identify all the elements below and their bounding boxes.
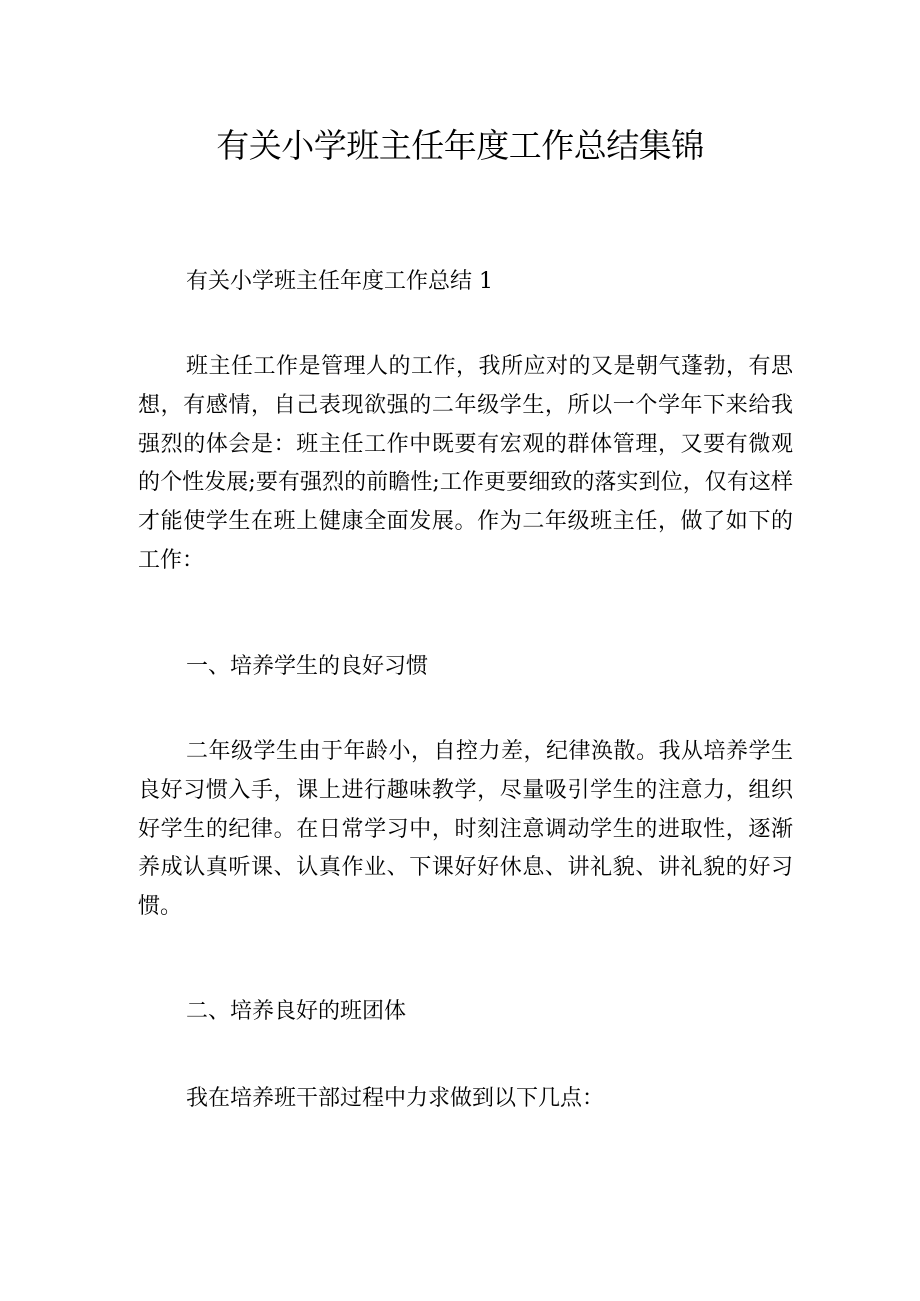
paragraph-good-habits: 二年级学生由于年龄小，自控力差，纪律涣散。我从培养学生良好习惯入手，课上进行趣味教学，尽量吸引学生的注意力，组织好学生的纪律。在日常学习中，时刻注意调动学生的进取性，逐渐养成认真听课、认真作业、下课好好休息、讲礼貌、讲礼貌的好习惯。 (138, 739, 793, 920)
heading-class-group: 二、培养良好的班团体 (186, 999, 407, 1024)
section-title: 有关小学班主任年度工作总结 1 (186, 269, 493, 294)
paragraph-class-cadre: 我在培养班干部过程中力求做到以下几点： (186, 1086, 605, 1111)
paragraph-intro: 班主任工作是管理人的工作，我所应对的又是朝气蓬勃，有思想，有感情，自己表现欲强的二年级学生，所以一个学年下来给我强烈的体会是：班主任工作中既要有宏观的群体管理，又要有微观的个性发展;要有强烈的前瞻性;工作更要细致的落实到位，仅有这样才能使学生在班上健康全面发展。作为二年级班主任，做了如下的工作： (138, 354, 793, 573)
document-title: 有关小学班主任年度工作总结集锦 (216, 126, 704, 165)
heading-good-habits: 一、培养学生的良好习惯 (186, 654, 429, 679)
